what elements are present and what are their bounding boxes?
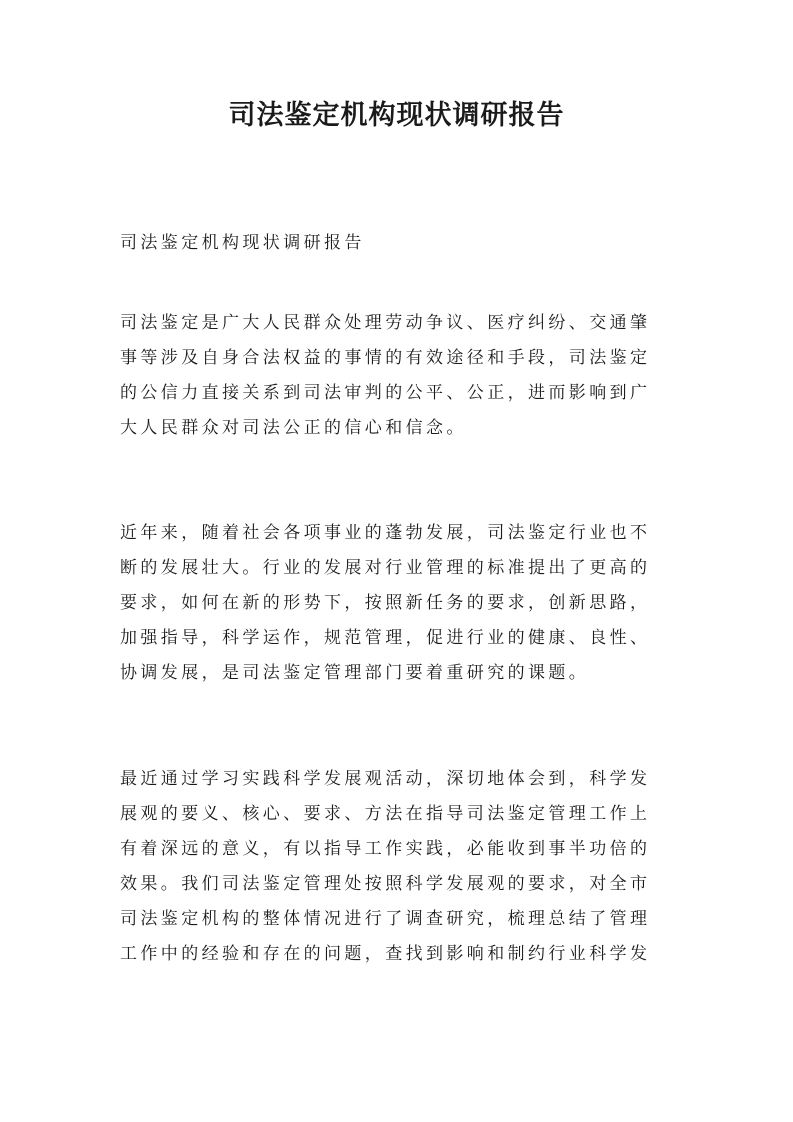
paragraph-2 bbox=[120, 516, 676, 691]
paragraph-line: 工作中的经验和存在的问题，查找到影响和制约行业科学发 bbox=[120, 944, 651, 964]
paragraph-line: 加强指导，科学运作，规范管理，促进行业的健康、良性、 bbox=[120, 628, 651, 648]
paragraph-line: 的公信力直接关系到司法审判的公平、公正，进而影响到广 bbox=[120, 383, 651, 403]
paragraph-line: 近年来，随着社会各项事业的蓬勃发展，司法鉴定行业也不 bbox=[120, 523, 651, 543]
paragraph-line: 司法鉴定是广大人民群众处理劳动争议、医疗纠纷、交通肇 bbox=[120, 313, 651, 333]
paragraph-3 bbox=[120, 762, 676, 972]
document-subtitle: 司法鉴定机构现状调研报告 bbox=[120, 233, 365, 253]
paragraph-line: 有着深远的意义，有以指导工作实践，必能收到事半功倍的 bbox=[120, 839, 651, 859]
paragraph-line: 最近通过学习实践科学发展观活动，深切地体会到，科学发 bbox=[120, 769, 651, 789]
paragraph-line: 要求，如何在新的形势下，按照新任务的要求，创新思路， bbox=[120, 593, 651, 613]
paragraph-line: 事等涉及自身合法权益的事情的有效途径和手段，司法鉴定 bbox=[120, 348, 651, 368]
paragraph-line: 大人民群众对司法公正的信心和信念。 bbox=[120, 418, 467, 438]
paragraph-line: 司法鉴定机构的整体情况进行了调查研究，梳理总结了管理 bbox=[120, 909, 651, 929]
paragraph-1 bbox=[120, 306, 676, 446]
paragraph-line: 效果。我们司法鉴定管理处按照科学发展观的要求，对全市 bbox=[120, 874, 651, 894]
paragraph-line: 展观的要义、核心、要求、方法在指导司法鉴定管理工作上 bbox=[120, 804, 651, 824]
paragraph-line: 断的发展壮大。行业的发展对行业管理的标准提出了更高的 bbox=[120, 558, 651, 578]
paragraph-line: 协调发展，是司法鉴定管理部门要着重研究的课题。 bbox=[120, 663, 590, 683]
document-title: 司法鉴定机构现状调研报告 bbox=[228, 100, 565, 131]
